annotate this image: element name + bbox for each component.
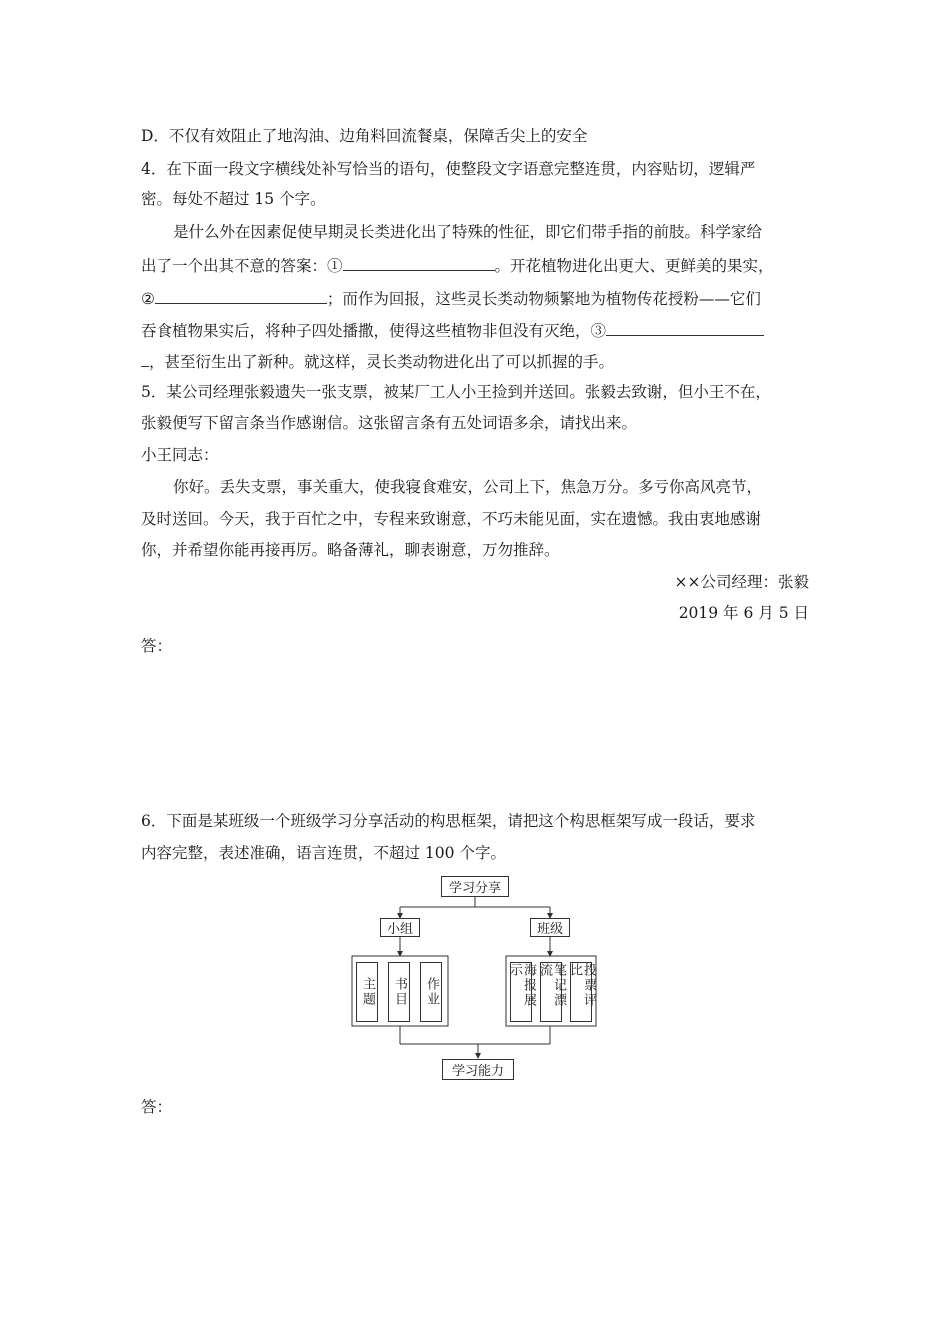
- q6-answer-label: 答：: [141, 1098, 173, 1116]
- q6-stem-line-2: 内容完整，表述准确，语言连贯，不超过 100 个字。: [141, 844, 506, 862]
- q5-answer-label: 答：: [141, 637, 173, 655]
- node-voting: 投票评比: [570, 962, 592, 1022]
- node-notes-drift: 笔记漂流: [540, 962, 562, 1022]
- q4-passage-text: 出了一个出其不意的答案：①: [141, 257, 343, 275]
- blank-1[interactable]: [343, 254, 495, 271]
- node-homework: 作业: [420, 962, 442, 1022]
- q5-letter-line-3: 你，并希望你能再接再厉。略备薄礼，聊表谢意，万勿推辞。: [141, 541, 560, 559]
- blank-2[interactable]: [155, 287, 327, 304]
- node-topic: 主题: [356, 962, 378, 1022]
- node-learning-ability: 学习能力: [442, 1059, 514, 1080]
- q4-passage-text: ，甚至衍生出了新种。就这样，灵长类动物进化出了可以抓握的手。: [149, 353, 615, 371]
- q6-stem-line-1: 6．下面是某班级一个班级学习分享活动的构思框架，请把这个构思框架写成一段话，要求: [141, 812, 756, 830]
- q4-passage-line-1: 是什么外在因素促使早期灵长类进化出了特殊的性征，即它们带手指的前肢。科学家给: [173, 223, 763, 241]
- q5-stem-line-2: 张毅便写下留言条当作感谢信。这张留言条有五处词语多余，请找出来。: [141, 414, 638, 432]
- node-poster-display: 海报展示: [510, 962, 532, 1022]
- blank-3[interactable]: [606, 319, 764, 336]
- q5-signature: ××公司经理：张毅: [674, 573, 809, 591]
- q5-stem-line-1: 5．某公司经理张毅遗失一张支票，被某厂工人小王捡到并送回。张毅去致谢，但小王不在，: [141, 383, 771, 401]
- q4-passage-text: 。开花植物进化出更大、更鲜美的果实，: [494, 257, 774, 275]
- q5-date: 2019 年 6 月 5 日: [678, 604, 809, 622]
- node-booklist: 书目: [388, 962, 410, 1022]
- q4-passage-line-4: [141, 319, 764, 341]
- framework-diagram: [350, 874, 610, 1084]
- q4-passage-text: 吞食植物果实后，将种子四处播撒，使得这些植物非但没有灭绝，③: [141, 322, 607, 340]
- q4-stem-line-2: 密。每处不超过 15 个字。: [141, 190, 326, 208]
- q4-stem-line-1: 4．在下面一段文字横线处补写恰当的语句，使整段文字语意完整连贯，内容贴切，逻辑严: [141, 160, 756, 178]
- q5-salutation: 小王同志：: [141, 446, 219, 464]
- blank-3-tail[interactable]: [141, 350, 149, 367]
- q4-passage-line-3: [141, 287, 761, 309]
- q5-letter-line-1: 你好。丢失支票，事关重大，使我寝食难安，公司上下，焦急万分。多亏你高风亮节，: [173, 478, 763, 496]
- q4-passage-text: ；而作为回报，这些灵长类动物频繁地为植物传花授粉——它们: [326, 290, 761, 308]
- q3-option-d: D．不仅有效阻止了地沟油、边角料回流餐桌，保障舌尖上的安全: [141, 127, 588, 145]
- node-group: 小组: [380, 918, 420, 937]
- q5-letter-line-2: 及时送回。今天，我于百忙之中，专程来致谢意，不巧未能见面，实在遗憾。我由衷地感谢: [141, 510, 762, 528]
- node-class: 班级: [530, 918, 570, 937]
- q4-passage-line-5: [141, 350, 614, 372]
- q4-passage-line-2: [141, 254, 774, 276]
- node-learning-share: 学习分享: [441, 876, 509, 897]
- q4-passage-text: ②: [141, 290, 155, 308]
